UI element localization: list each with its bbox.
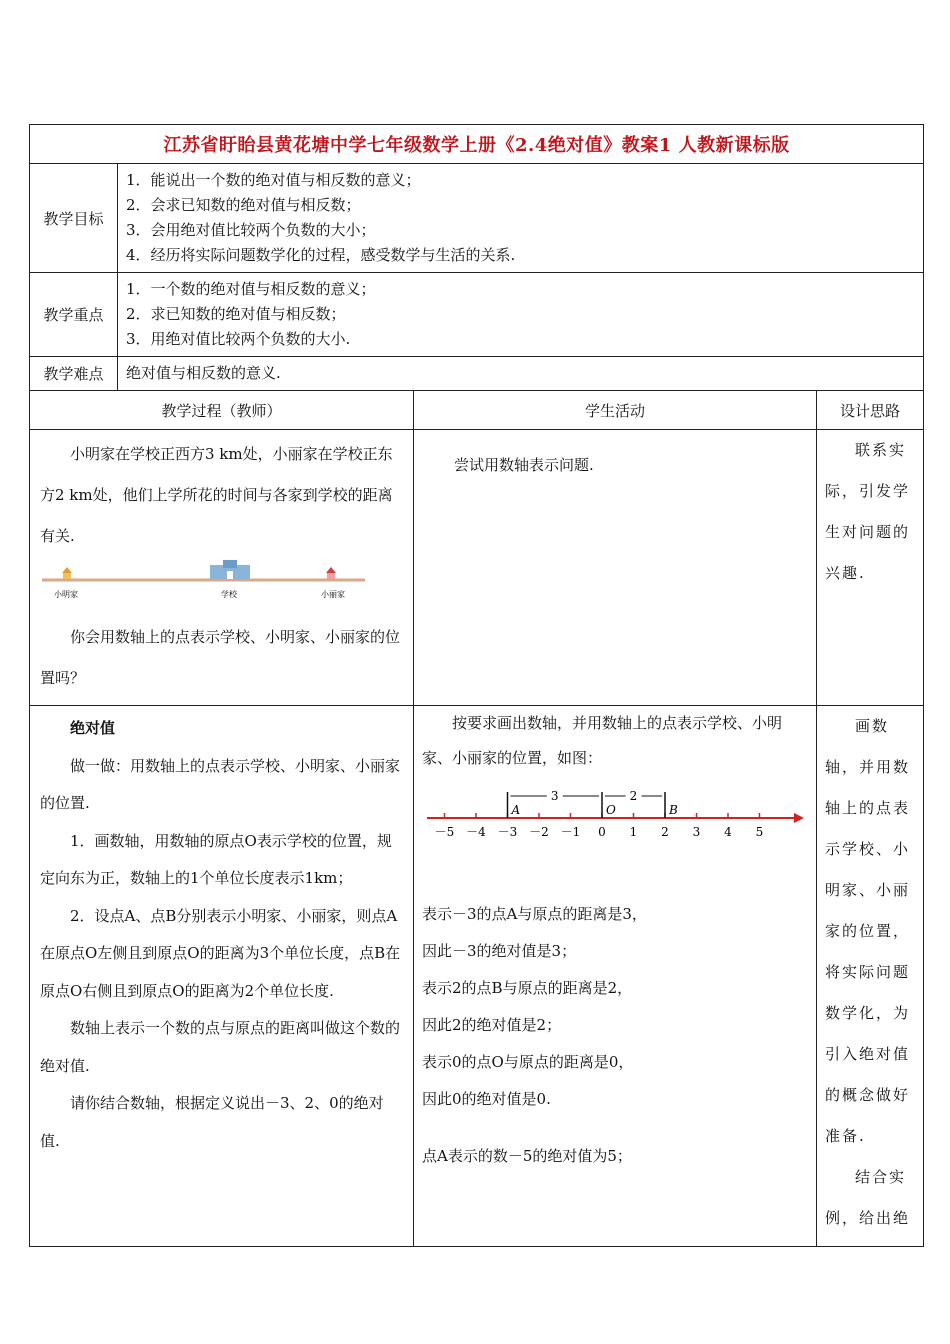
keypoint-item: 3．用绝对值比较两个负数的大小. xyxy=(126,330,351,348)
teacher-paragraph: 做一做：用数轴上的点表示学校、小明家、小丽家的位置. xyxy=(40,756,401,812)
question-paragraph: 你会用数轴上的点表示学校、小明家、小丽家的位置吗？ xyxy=(40,628,401,687)
point-label: O xyxy=(606,803,616,817)
teacher-paragraph: 请你结合数轴，根据定义说出－3、2、0的绝对值. xyxy=(40,1094,384,1150)
goals-label: 教学目标 xyxy=(30,164,118,273)
axis-tick-label: －2 xyxy=(529,825,549,839)
student-line: 表示0的点O与原点的距离是0， xyxy=(422,1053,634,1071)
axis-tick-label: －4 xyxy=(466,825,486,839)
design-note: 结合实例，给出绝 xyxy=(825,1168,911,1227)
teacher-paragraph: 2．设点A、点B分别表示小明家、小丽家，则点A在原点O左侧且到原点O的距离为3个单位长度，点B在原点O右侧且到原点O的距离为2个单位长度. xyxy=(40,906,401,1000)
row2-design xyxy=(817,706,924,1247)
keypoint-item: 1．一个数的绝对值与相反数的意义； xyxy=(126,280,376,298)
goal-item: 1．能说出一个数的绝对值与相反数的意义； xyxy=(126,171,421,189)
design-note: 画数轴，并用数轴上的点表示学校、小明家、小丽家的位置，将实际问题数学化，为引入绝对值的概念做好准备. xyxy=(825,717,911,1145)
goals-list xyxy=(118,164,924,273)
house-icon xyxy=(326,567,336,579)
row2-teacher xyxy=(30,706,414,1247)
row1-teacher xyxy=(30,430,414,706)
axis-tick-label: 1 xyxy=(629,825,638,839)
header-teacher: 教学过程（教师） xyxy=(30,391,414,430)
school-icon xyxy=(210,560,250,579)
keypoints-label: 教学重点 xyxy=(30,273,118,357)
map-illustration xyxy=(40,557,403,617)
illus-label-xiaoli: 小丽家 xyxy=(321,590,345,599)
student-line: 因此0的绝对值是0. xyxy=(422,1090,551,1108)
section-heading: 绝对值 xyxy=(70,719,116,737)
row2-student xyxy=(414,706,817,1247)
intro-paragraph: 小明家在学校正西方3 km处，小丽家在学校正东方2 km处，他们上学所花的时间与各家到学校的距离有关. xyxy=(40,445,393,545)
axis-tick-label: －3 xyxy=(497,825,518,839)
number-line xyxy=(422,776,810,896)
distance-label: 3 xyxy=(550,789,559,803)
header-student: 学生活动 xyxy=(414,391,817,430)
page-title: 江苏省盱眙县黄花塘中学七年级数学上册《2.4绝对值》教案1 人教新课标版 xyxy=(30,125,924,164)
illus-label-xiaoming: 小明家 xyxy=(54,590,78,599)
definition-paragraph: 数轴上表示一个数的点与原点的距离叫做这个数的绝对值. xyxy=(40,1019,401,1075)
row1-design xyxy=(817,430,924,706)
house-icon xyxy=(62,567,72,579)
axis-tick-label: 0 xyxy=(598,825,606,839)
student-line: 点A表示的数－5的绝对值为5； xyxy=(422,1147,632,1165)
point-label: A xyxy=(511,803,521,817)
header-design: 设计思路 xyxy=(817,391,924,430)
difficulty-label: 教学难点 xyxy=(30,357,118,391)
design-note: 联系实际，引发学生对问题的兴趣. xyxy=(825,441,911,582)
goal-item: 4．经历将实际问题数学化的过程，感受数学与生活的关系. xyxy=(126,246,516,264)
row1-student xyxy=(414,430,817,706)
lesson-plan xyxy=(29,124,923,1247)
axis-tick-label: －1 xyxy=(560,825,581,839)
goal-item: 2．会求已知数的绝对值与相反数； xyxy=(126,196,361,214)
student-intro: 按要求画出数轴，并用数轴上的点表示学校、小明家、小丽家的位置，如图： xyxy=(422,714,783,767)
student-line: 因此2的绝对值是2； xyxy=(422,1016,562,1034)
student-line: 表示2的点B与原点的距离是2， xyxy=(422,979,633,997)
axis-tick-label: 4 xyxy=(724,825,732,839)
difficulty-text: 绝对值与相反数的意义. xyxy=(118,357,924,391)
lesson-table xyxy=(29,124,924,1247)
illus-label-school: 学校 xyxy=(221,590,237,599)
teacher-paragraph: 1．画数轴，用数轴的原点O表示学校的位置，规定向东为正，数轴上的1个单位长度表示1km； xyxy=(40,831,392,887)
keypoint-item: 2．求已知数的绝对值与相反数； xyxy=(126,305,346,323)
distance-label: 2 xyxy=(629,789,638,803)
axis-tick-label: 3 xyxy=(692,825,701,839)
student-activity: 尝试用数轴表示问题. xyxy=(454,456,594,474)
point-label: B xyxy=(669,803,678,817)
student-line: 因此－3的绝对值是3； xyxy=(422,942,577,960)
axis-tick-label: 5 xyxy=(755,825,764,839)
axis-tick-label: 2 xyxy=(661,825,669,839)
keypoints-list xyxy=(118,273,924,357)
student-line: 表示－3的点A与原点的距离是3， xyxy=(422,905,647,923)
axis-tick-label: －5 xyxy=(434,825,455,839)
goal-item: 3．会用绝对值比较两个负数的大小； xyxy=(126,221,376,239)
